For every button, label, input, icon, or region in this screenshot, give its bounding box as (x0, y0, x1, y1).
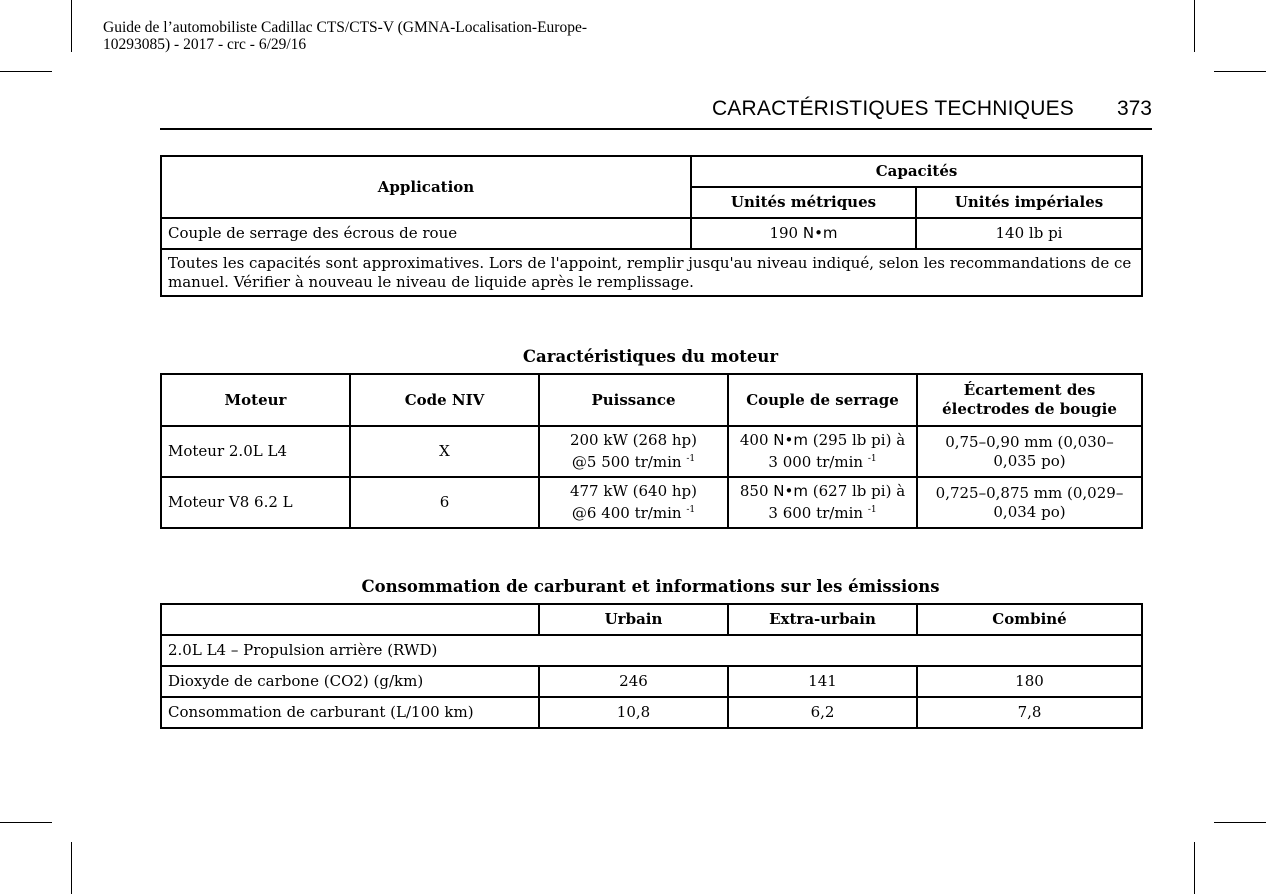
cell-torque (728, 477, 917, 528)
cell-spark-gap (917, 477, 1142, 528)
cell-label: Consommation de carburant (L/100 km) (161, 697, 539, 728)
header-spark-gap-line-1: Écartement des (963, 381, 1096, 399)
cell-urban: 10,8 (539, 697, 728, 728)
cell-vin-code: X (350, 426, 539, 477)
power-line-1: 200 kW (268 hp) (569, 431, 698, 449)
header-engine: Moteur (161, 374, 350, 426)
cell-engine: Moteur V8 6.2 L (161, 477, 350, 528)
torque-value: 400 (739, 431, 769, 449)
crop-mark-top-left-horizontal (0, 71, 52, 72)
header-spark-gap (917, 374, 1142, 426)
torque-unit: N•m (773, 431, 808, 449)
header-application: Application (161, 156, 691, 218)
crop-mark-bottom-right-horizontal (1214, 822, 1266, 823)
torque-rpm: 3 600 tr/min (768, 504, 864, 522)
engine-table-caption: Caractéristiques du moteur (522, 347, 779, 366)
cell-label: Dioxyde de carbone (CO2) (g/km) (161, 666, 539, 697)
cell-combined: 180 (917, 666, 1142, 697)
section-title: CARACTÉRISTIQUES TECHNIQUES (711, 97, 1074, 120)
document-meta-line-2: 10293085) - 2017 - crc - 6/29/16 (103, 36, 307, 53)
header-vin-code: Code NIV (350, 374, 539, 426)
power-rpm: @5 500 tr/min (571, 453, 682, 471)
engine-table (160, 373, 1143, 529)
cell-metric (691, 218, 916, 249)
table-note-row (161, 249, 1142, 296)
cell-combined: 7,8 (917, 697, 1142, 728)
torque-line-2 (735, 450, 910, 472)
capacities-table (160, 155, 1143, 297)
header-urban: Urbain (539, 604, 728, 635)
fuel-table-caption: Consommation de carburant et informations sur les émissions (361, 577, 940, 596)
metric-value: 190 (769, 224, 799, 242)
crop-mark-top-left-vertical (71, 0, 72, 52)
crop-mark-bottom-left-vertical (71, 842, 72, 894)
power-line-2 (546, 450, 721, 472)
torque-line-1 (735, 431, 910, 450)
cell-urban: 246 (539, 666, 728, 697)
group-label: 2.0L L4 – Propulsion arrière (RWD) (161, 635, 1142, 666)
cell-power (539, 477, 728, 528)
gap-line-1: 0,75–0,90 mm (0,030– (945, 432, 1114, 451)
header-power: Puissance (539, 374, 728, 426)
document-meta-line-1: Guide de l’automobiliste Cadillac CTS/CTS-V (GMNA-Localisation-Europe- (103, 19, 587, 36)
fuel-table (160, 603, 1143, 729)
torque-line-2 (735, 501, 910, 523)
header-extra-urban: Extra-urbain (728, 604, 917, 635)
cell-extra-urban: 6,2 (728, 697, 917, 728)
cell-imperial: 140 lb pi (916, 218, 1142, 249)
page-number: 373 (1116, 97, 1152, 120)
cell-engine: Moteur 2.0L L4 (161, 426, 350, 477)
torque-rpm: 3 000 tr/min (768, 453, 864, 471)
cell-torque (728, 426, 917, 477)
cell-application: Couple de serrage des écrous de roue (161, 218, 691, 249)
torque-imperial: (627 lb pi) à (812, 482, 906, 500)
crop-mark-top-right-vertical (1194, 0, 1195, 52)
table-row (161, 218, 1142, 249)
table-row (161, 666, 1142, 697)
table-group-row (161, 635, 1142, 666)
header-metric-units: Unités métriques (691, 187, 916, 218)
superscript: -1 (686, 505, 696, 515)
crop-mark-bottom-left-horizontal (0, 822, 52, 823)
torque-imperial: (295 lb pi) à (812, 431, 906, 449)
gap-line-2: 0,034 po) (993, 502, 1066, 521)
header-spark-gap-line-2: électrodes de bougie (942, 400, 1117, 418)
table-row (161, 697, 1142, 728)
header-imperial-units: Unités impériales (916, 187, 1142, 218)
gap-line-1: 0,725–0,875 mm (0,029– (935, 483, 1124, 502)
cell-power (539, 426, 728, 477)
gap-line-2: 0,035 po) (993, 451, 1066, 470)
superscript: -1 (867, 505, 877, 515)
table-row (161, 426, 1142, 477)
torque-line-1 (735, 482, 910, 501)
header-blank (161, 604, 539, 635)
torque-unit: N•m (773, 482, 808, 500)
superscript: -1 (867, 454, 877, 464)
crop-mark-top-right-horizontal (1214, 71, 1266, 72)
document-meta (103, 19, 587, 53)
superscript: -1 (686, 454, 696, 464)
power-rpm: @6 400 tr/min (571, 504, 682, 522)
capacities-note: Toutes les capacités sont approximatives. Lors de l'appoint, remplir jusqu'au niveau indiqué, selon les recommandations de ce manuel. Vérifier à nouveau le niveau de liquide après le remplissage. (161, 249, 1142, 296)
power-line-2 (546, 501, 721, 523)
crop-mark-bottom-right-vertical (1194, 842, 1195, 894)
page-header (160, 94, 1152, 130)
cell-spark-gap (917, 426, 1142, 477)
cell-vin-code: 6 (350, 477, 539, 528)
header-combined: Combiné (917, 604, 1142, 635)
header-torque: Couple de serrage (728, 374, 917, 426)
cell-extra-urban: 141 (728, 666, 917, 697)
power-line-1: 477 kW (640 hp) (569, 482, 698, 500)
table-row (161, 477, 1142, 528)
metric-unit: N•m (802, 224, 838, 242)
torque-value: 850 (739, 482, 769, 500)
header-capacities: Capacités (691, 156, 1142, 187)
